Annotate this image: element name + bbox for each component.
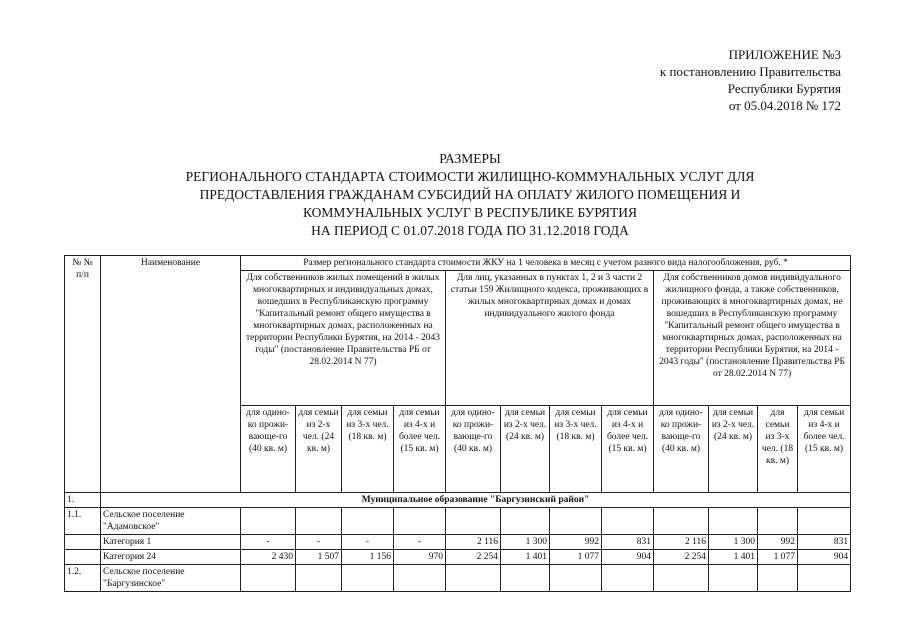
section-title: Муниципальное образование "Баргузинский район" bbox=[101, 493, 851, 508]
standards-table bbox=[64, 255, 851, 592]
value-cell bbox=[342, 508, 394, 535]
header-name: Наименование bbox=[101, 256, 241, 493]
subheader-cell: для семьи из 2-х чел. (24 кв. м) bbox=[709, 406, 758, 493]
value-cell: 1 300 bbox=[501, 535, 550, 550]
value-cell: 992 bbox=[758, 535, 798, 550]
subheader-cell: для семьи из 4-х и более чел. (15 кв. м) bbox=[798, 406, 851, 493]
value-cell bbox=[758, 565, 798, 592]
value-cell bbox=[798, 565, 851, 592]
section-row bbox=[65, 493, 851, 508]
row-name: Сельское поселение "Баргузинское" bbox=[101, 565, 241, 592]
value-cell: 904 bbox=[798, 550, 851, 565]
appendix-block bbox=[660, 46, 841, 114]
subheader-cell: для одино-ко прожи-вающе-го (40 кв. м) bbox=[446, 406, 501, 493]
value-cell: 2 254 bbox=[446, 550, 501, 565]
row-number: 1.2. bbox=[65, 565, 101, 592]
appendix-line: Республики Бурятия bbox=[727, 81, 841, 96]
row-number bbox=[65, 550, 101, 565]
subheader-cell: для семьи из 2-х чел. (24 кв. м) bbox=[501, 406, 550, 493]
value-cell bbox=[798, 508, 851, 535]
value-cell: - bbox=[241, 535, 296, 550]
subheader-cell: для семьи из 3-х чел. (18 кв. м) bbox=[342, 406, 394, 493]
value-cell: 1 401 bbox=[709, 550, 758, 565]
value-cell: - bbox=[394, 535, 446, 550]
row-name: Категория 1 bbox=[101, 535, 241, 550]
value-cell: 1 507 bbox=[296, 550, 342, 565]
value-cell bbox=[446, 565, 501, 592]
value-cell bbox=[550, 508, 602, 535]
table-row bbox=[65, 565, 851, 592]
header-number: № № п/п bbox=[65, 256, 101, 493]
value-cell: 1 401 bbox=[501, 550, 550, 565]
value-cell bbox=[394, 508, 446, 535]
value-cell: 831 bbox=[602, 535, 654, 550]
title-line: НА ПЕРИОД С 01.07.2018 ГОДА ПО 31.12.2018 ГОДА bbox=[311, 223, 629, 238]
header-size: Размер регионального стандарта стоимости ЖКУ на 1 человека в месяц с учетом разного вида налогообложения, руб. * bbox=[241, 256, 851, 271]
table-row bbox=[65, 508, 851, 535]
value-cell: 1 077 bbox=[550, 550, 602, 565]
appendix-line: ПРИЛОЖЕНИЕ №3 bbox=[728, 47, 841, 62]
value-cell: 1 300 bbox=[709, 535, 758, 550]
row-name: Сельское поселение "Адамовское" bbox=[101, 508, 241, 535]
subheader-cell: для одино-ко прожи-вающе-го (40 кв. м) bbox=[654, 406, 709, 493]
value-cell: - bbox=[296, 535, 342, 550]
value-cell: 970 bbox=[394, 550, 446, 565]
value-cell bbox=[241, 508, 296, 535]
title-line: КОММУНАЛЬНЫХ УСЛУГ В РЕСПУБЛИКЕ БУРЯТИЯ bbox=[302, 205, 638, 220]
value-cell bbox=[296, 508, 342, 535]
group-header-article-159: Для лиц, указанных в пунктах 1, 2 и 3 части 2 статьи 159 Жилищного кодекса, проживающих в жилых многоквартирных домах и домах индивидуального жилого фонда bbox=[446, 271, 654, 406]
value-cell bbox=[758, 508, 798, 535]
title-line: ПРЕДОСТАВЛЕНИЯ ГРАЖДАНАМ СУБСИДИЙ НА ОПЛАТУ ЖИЛОГО ПОМЕЩЕНИЯ И bbox=[199, 187, 741, 202]
subheader-cell: для семьи из 3-х чел. (18 кв. м) bbox=[550, 406, 602, 493]
subheader-cell: для семьи из 4-х и более чел. (15 кв. м) bbox=[394, 406, 446, 493]
value-cell bbox=[394, 565, 446, 592]
table-row bbox=[65, 550, 851, 565]
section-number: 1. bbox=[65, 493, 101, 508]
row-number bbox=[65, 535, 101, 550]
value-cell: 992 bbox=[550, 535, 602, 550]
title-line: РАЗМЕРЫ bbox=[439, 151, 501, 166]
value-cell: 2 116 bbox=[654, 535, 709, 550]
header-row bbox=[65, 256, 851, 271]
value-cell bbox=[446, 508, 501, 535]
value-cell bbox=[296, 565, 342, 592]
value-cell bbox=[241, 565, 296, 592]
value-cell bbox=[654, 508, 709, 535]
value-cell bbox=[709, 508, 758, 535]
subheader-cell: для семьи из 2-х чел. (24 кв. м) bbox=[296, 406, 342, 493]
value-cell: 2 430 bbox=[241, 550, 296, 565]
title-line: РЕГИОНАЛЬНОГО СТАНДАРТА СТОИМОСТИ ЖИЛИЩНО-КОММУНАЛЬНЫХ УСЛУГ ДЛЯ bbox=[185, 169, 755, 184]
value-cell bbox=[602, 508, 654, 535]
group-header-program: Для собственников жилых помещений в жилых многоквартирных и индивидуальных домах, вошедших в Республиканскую программу "Капитальный ремонт общего имущества в многоквартирных домах, расположенных на территории Республики Бурятия, на 2014 - 2043 годы" (постановление Правительства РБ от 28.02.2014 N 77) bbox=[241, 271, 446, 406]
subheader-cell: для семьи из 3-х чел. (18 кв. м) bbox=[758, 406, 798, 493]
appendix-line: от 05.04.2018 № 172 bbox=[728, 98, 841, 113]
value-cell bbox=[550, 565, 602, 592]
appendix-line: к постановлению Правительства bbox=[659, 64, 841, 79]
value-cell bbox=[501, 508, 550, 535]
row-number: 1.1. bbox=[65, 508, 101, 535]
row-name: Категория 24 bbox=[101, 550, 241, 565]
value-cell bbox=[709, 565, 758, 592]
value-cell: 1 156 bbox=[342, 550, 394, 565]
value-cell: 2 254 bbox=[654, 550, 709, 565]
group-header-individual: Для собственников домов индивидуального жилищного фонда, а также собственников, проживающих в многоквартирных домах, не вошедших в Республиканскую программу "Капитальный ремонт общего имущества в многоквартирных домах, расположенных на территории Республики Бурятия, на 2014 - 2043 годы" (постановление Правительства РБ от 28.02.2014 N 77) bbox=[654, 271, 851, 406]
value-cell bbox=[602, 565, 654, 592]
subheader-cell: для семьи из 4-х и более чел. (15 кв. м) bbox=[602, 406, 654, 493]
value-cell bbox=[654, 565, 709, 592]
value-cell: 831 bbox=[798, 535, 851, 550]
document-title bbox=[120, 150, 820, 240]
value-cell: 904 bbox=[602, 550, 654, 565]
value-cell: 2 116 bbox=[446, 535, 501, 550]
table-row bbox=[65, 535, 851, 550]
value-cell: 1 077 bbox=[758, 550, 798, 565]
subheader-cell: для одино-ко прожи-вающе-го (40 кв. м) bbox=[241, 406, 296, 493]
value-cell: - bbox=[342, 535, 394, 550]
value-cell bbox=[501, 565, 550, 592]
value-cell bbox=[342, 565, 394, 592]
